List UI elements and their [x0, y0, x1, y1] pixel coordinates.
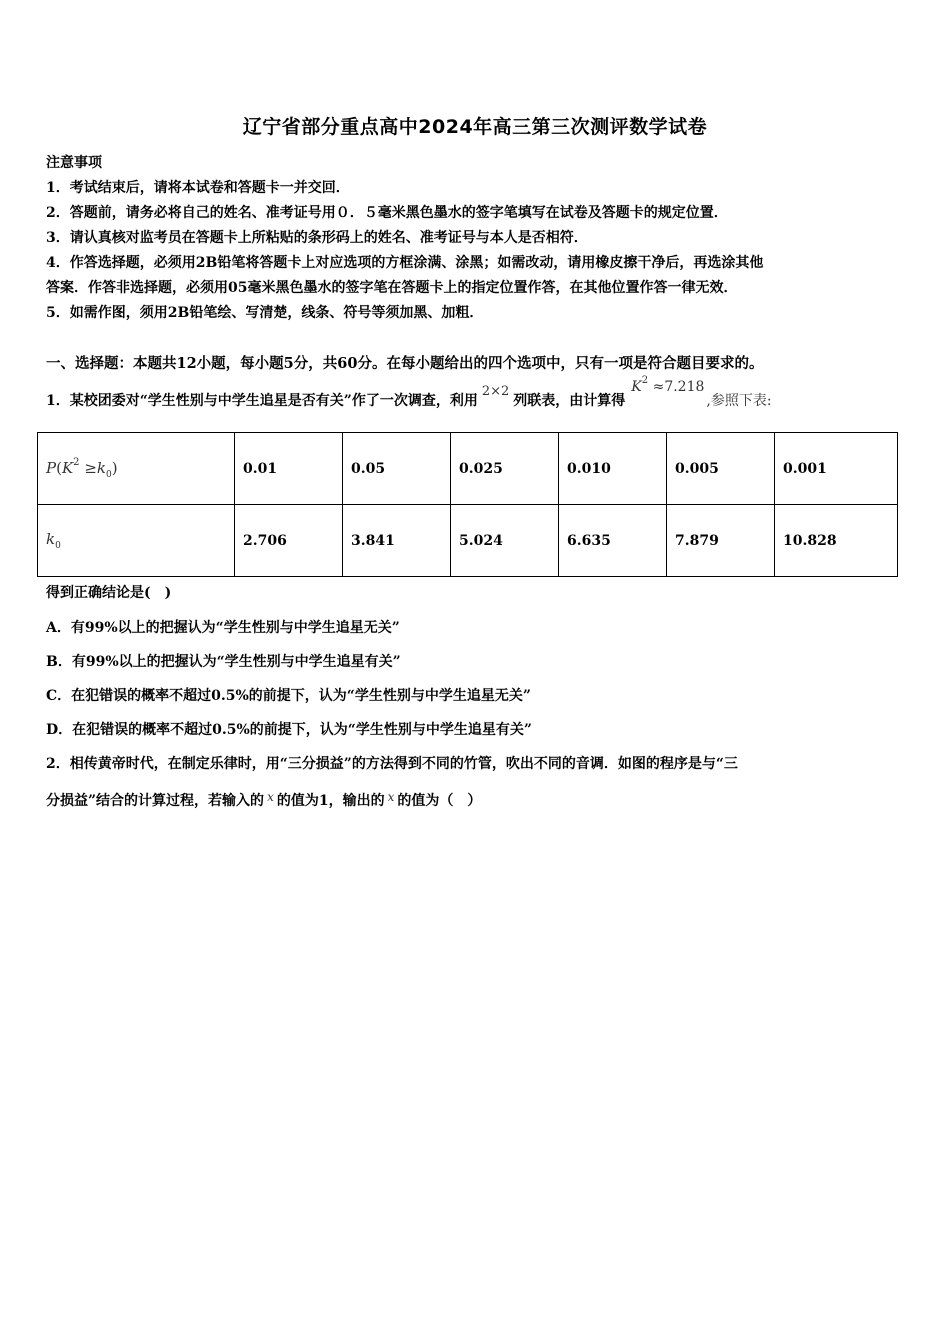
option-c: C．在犯错误的概率不超过0.5%的前提下，认为“学生性别与中学生追星无关”	[46, 688, 531, 704]
math-p: P	[46, 459, 57, 477]
math-x: x	[387, 790, 395, 804]
table-row	[38, 433, 898, 505]
table-cell: 0.025	[451, 433, 559, 505]
q1-stem-text-b: 列联表，由计算得	[513, 393, 626, 409]
math-k: K	[631, 379, 642, 395]
table-cell: 0.05	[343, 433, 451, 505]
q2-text-a: 分损益”结合的计算过程，若输入的	[46, 793, 265, 809]
option-a: A．有99%以上的把握认为“学生性别与中学生追星无关”	[46, 620, 400, 636]
note-item: 4．作答选择题，必须用2B铅笔将答题卡上对应选项的方框涂满、涂黑；如需改动，请用橡皮擦干净后，再选涂其他	[46, 255, 764, 271]
question-2-stem: 2．相传黄帝时代，在制定乐律时，用“三分损益”的方法得到不同的竹管，吹出不同的音调．如图的程序是与“三	[46, 756, 738, 772]
question-1-stem	[46, 375, 772, 410]
q1-math-2x2: 2×2	[481, 384, 510, 399]
note-item: 2．答题前，请务必将自己的姓名、准考证号用０．５毫米黑色墨水的签字笔填写在试卷及答题卡的规定位置．	[46, 205, 728, 221]
page-title: 辽宁省部分重点高中2024年高三第三次测评数学试卷	[242, 116, 708, 138]
note-item: 3．请认真核对监考员在答题卡上所粘贴的条形码上的姓名、准考证号与本人是否相符．	[46, 230, 588, 246]
math-x: x	[267, 790, 274, 804]
option-b: B．有99%以上的把握认为“学生性别与中学生追星有关”	[46, 654, 401, 670]
math-paren: (	[56, 459, 62, 477]
math-exponent: 2	[73, 457, 80, 468]
math-value: ≈7.218	[648, 379, 705, 395]
critical-value-table	[37, 432, 898, 577]
q1-math-k2	[631, 375, 705, 395]
table-row	[38, 505, 898, 577]
q1-stem-text-c: ,参照下表:	[706, 393, 772, 409]
table-cell: 10.828	[775, 505, 898, 577]
option-d: D．在犯错误的概率不超过0.5%的前提下，认为“学生性别与中学生追星有关”	[46, 722, 532, 738]
q2-text-b: 的值为1，输出的	[276, 793, 385, 809]
math-k: K	[61, 459, 74, 477]
math-subscript: 0	[105, 470, 112, 480]
row-label-probability	[38, 433, 235, 505]
table-cell: 2.706	[235, 505, 343, 577]
section-heading: 一、选择题：本题共12小题，每小题5分，共60分。在每小题给出的四个选项中，只有一项是符合题目要求的。	[46, 355, 764, 372]
table-cell: 0.01	[235, 433, 343, 505]
q1-stem-text-a: 1．某校团委对“学生性别与中学生追星是否有关”作了一次调查，利用	[46, 393, 478, 409]
math-k0: k	[96, 459, 106, 477]
math-subscript: 0	[55, 541, 61, 551]
table-cell: 7.879	[667, 505, 775, 577]
table-cell: 0.005	[667, 433, 775, 505]
question-2-stem-cont	[46, 790, 481, 810]
table-cell: 3.841	[343, 505, 451, 577]
math-paren: )	[111, 459, 118, 477]
notes-heading: 注意事项	[46, 155, 102, 171]
table-cell: 0.010	[559, 433, 667, 505]
table-cell: 6.635	[559, 505, 667, 577]
row-label-k0	[38, 505, 235, 577]
q2-text-c: 的值为（ ）	[397, 793, 482, 809]
note-item: 1．考试结束后，请将本试卷和答题卡一并交回．	[46, 180, 350, 196]
note-item: 5．如需作图，须用2B铅笔绘、写清楚，线条、符号等须加黑、加粗．	[46, 305, 484, 321]
math-ge: ≥	[79, 459, 97, 477]
table-cell: 0.001	[775, 433, 898, 505]
table-cell: 5.024	[451, 505, 559, 577]
math-k0: k	[46, 530, 56, 548]
q1-conclusion: 得到正确结论是( )	[46, 585, 172, 601]
note-item: 答案．作答非选择题，必须用05毫米黑色墨水的签字笔在答题卡上的指定位置作答，在其他位置作答一律无效．	[46, 280, 738, 296]
math-exponent: 2	[641, 375, 649, 386]
